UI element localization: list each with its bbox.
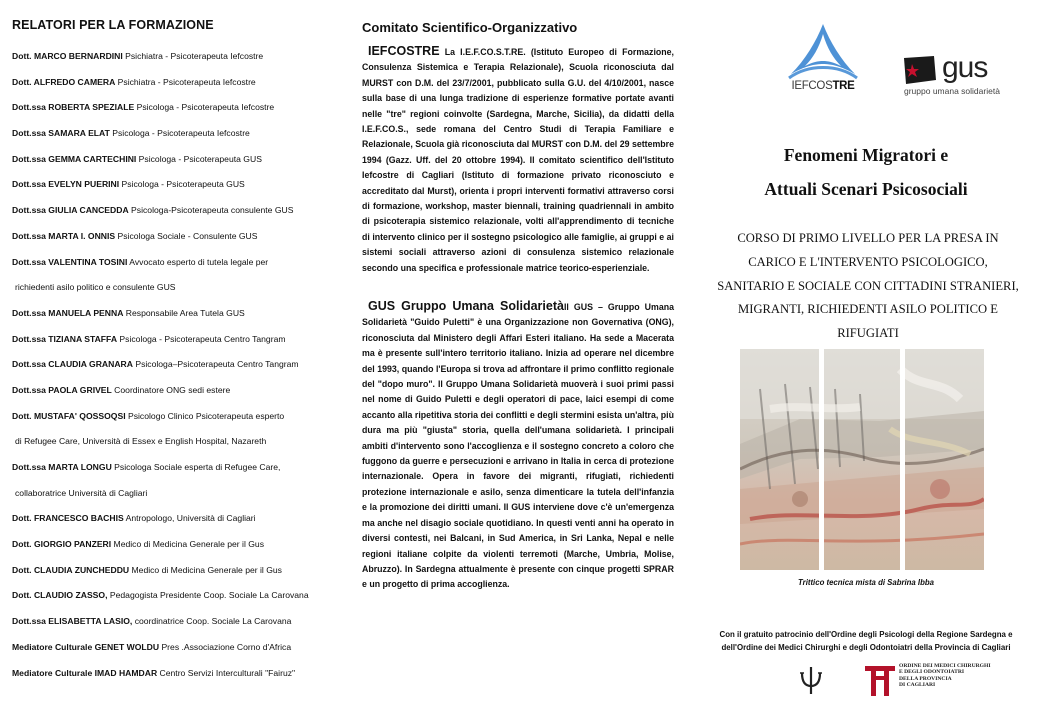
relatore-role: coordinatrice Coop. Sociale La Carovana xyxy=(132,616,292,627)
relatore-name: Mediatore Culturale IMAD HAMDAR xyxy=(12,667,158,678)
relatore-row xyxy=(12,462,334,488)
relatore-name: Dott.ssa MARTA LONGU xyxy=(12,462,112,472)
relatore-row xyxy=(12,154,334,180)
main-title-line-2: Attuali Scenari Psicosociali xyxy=(764,179,968,199)
relatore-role: Coordinatore ONG sedi estere xyxy=(111,384,231,395)
relatore-role: Pedagogista Presidente Coop. Sociale La Carovana xyxy=(107,590,309,601)
relatore-name: Dott. ALFREDO CAMERA xyxy=(12,76,116,87)
relatore-name: Dott. FRANCESCO BACHIS xyxy=(12,513,124,524)
triptych-painting-image xyxy=(740,349,984,570)
relatore-role: Psicologa - Psicoterapeuta GUS xyxy=(119,179,245,190)
iefcostre-paragraph xyxy=(362,44,674,276)
relatore-row xyxy=(12,590,334,616)
iefcostre-triangle-icon xyxy=(783,20,863,82)
relatore-role: Centro Servizi Interculturali "Fairuz" xyxy=(157,667,296,678)
ordine-psicologi-psi-icon xyxy=(797,665,825,695)
relatore-name: Dott. GIORGIO PANZERI xyxy=(12,539,112,550)
relatore-name: Dott. CLAUDIA ZUNCHEDDU xyxy=(12,564,130,575)
ordine-medici-emblem-icon xyxy=(863,662,897,698)
gus-lead: GUS Gruppo Umana Solidarietà xyxy=(368,299,564,313)
relatore-row xyxy=(12,616,334,642)
relatore-name: Dott. CLAUDIO ZASSO, xyxy=(12,590,108,601)
relatore-role: Psicologa Sociale - Consulente GUS xyxy=(115,230,258,241)
relatore-role: Psicologa - Psicoterapeuta Centro Tangram xyxy=(117,333,286,344)
relatore-role: Avvocato esperto di tutela legale per xyxy=(127,256,269,267)
patronage-line-2: dell'Ordine dei Medici Chirurghi e degli Odontoiatri della Provincia di Cagliari xyxy=(721,643,1011,652)
iefcostre-lead: IEFCOSTRE xyxy=(368,44,440,58)
relatore-role: Medico di Medicina Generale per il Gus xyxy=(129,564,282,575)
relatore-role: Psicologa - Psicoterapeuta Iefcostre xyxy=(134,102,275,113)
relatore-row xyxy=(12,513,334,539)
gus-paragraph xyxy=(362,299,674,593)
iefcostre-wordmark-prefix: IEFCOS xyxy=(791,80,833,92)
relatore-row xyxy=(12,411,334,437)
gus-tagline: gruppo umana solidarietà xyxy=(904,86,1000,96)
relatore-role: Responsabile Area Tutela GUS xyxy=(123,307,245,318)
relatore-role: Medico di Medicina Generale per il Gus xyxy=(111,539,265,550)
main-title xyxy=(695,138,1037,206)
relatore-row xyxy=(12,436,334,462)
relatore-name: Mediatore Culturale GENET WOLDU xyxy=(12,641,160,652)
main-title-line-1: Fenomeni Migratori e xyxy=(783,145,949,165)
relatore-row xyxy=(12,51,334,77)
relatore-row xyxy=(12,102,334,128)
relatore-name: Dott.ssa ROBERTA SPEZIALE xyxy=(12,102,135,113)
course-subtitle: CORSO DI PRIMO LIVELLO PER LA PRESA IN CARICO E L'INTERVENTO PSICOLOGICO, SANITARIO E SOCIALE CON CITTADINI STRANIERI, MIGRANTI, RICHIEDENTI ASILO POLITICO E RIFUGIATI xyxy=(717,231,1019,341)
relatore-role: Psicologa–Psicoterapeuta Centro Tangram xyxy=(132,359,299,370)
gus-logo xyxy=(900,52,1010,102)
relatore-row xyxy=(12,539,334,565)
relatore-role: Psicologa-Psicoterapeuta consulente GUS xyxy=(128,205,294,216)
relatore-row xyxy=(12,642,334,668)
relatore-role: di Refugee Care, Università di Essex e English Hospital, Nazareth xyxy=(15,436,267,447)
gus-text: Il GUS – Gruppo Umana Solidarietà "Guido Puletti" è una Organizzazione non Governativa (ONG), riconosciuta dal Ministero degli Affari Esteri italiano. Ha sede a Macerata ma è presente sull'intero territorio italiano. Inizia ad operare nel dicembre del 1993, quando l'Europa si trova ad affrontare il primo conflitto regionale del "dopo muro". Il Gruppo Umana Solidarietà muoverà i suoi primi passi nel nome di Guido Puletti e degli operatori di pace, laici esempi di come accanto alla ripetitiva storia dei conflitti e degli stermini esista un'altra, più dura ma più "giusta" storia, quella dell'umana solidarietà. I principali ambiti d'intervento sono l'accoglienza e il sostegno concreto a coloro che fuggono da guerre e persecuzioni e arrivano in Italia in cerca di protezione internazionale. Opera in favore dei migranti, rifugiati, richiedenti protezione internazionale e asilo, senza dimenticare la tutela dell'infanzia e la promozione dei diritti umani. Il GUS interviene dove c'è un'emergenza ma anche nel disagio sociale quotidiano. In questi venti anni ha operato in diversi contesti, nei Balcani, in Sud America, in Sri Lanka, Nepal e nelle regioni italiane colpite da violenti terremoti (Marche, Umbria, Molise, Abruzzo). In Sardegna attualmente è presente con cinque progetti SPRAR e un progetto di prima accoglienza. xyxy=(362,302,674,590)
ordine-medici-text-line-4: DI CAGLIARI xyxy=(899,682,936,689)
relatore-row xyxy=(12,77,334,103)
relatore-role: richiedenti asilo politico e consulente GUS xyxy=(15,282,176,293)
relatore-row xyxy=(12,308,334,334)
relatore-name: Dott.ssa VALENTINA TOSINI xyxy=(12,256,128,267)
iefcostre-wordmark-suffix: TRE xyxy=(832,80,855,92)
comitato-title: Comitato Scientifico-Organizzativo xyxy=(362,20,578,35)
relatore-role: collaboratrice Università di Cagliari xyxy=(15,487,148,498)
relatore-row xyxy=(12,488,334,514)
relatore-role: Psicologa Sociale esperta di Refugee Care, xyxy=(111,462,281,472)
relatori-list xyxy=(12,51,334,693)
relatore-name: Dott.ssa GIULIA CANCEDDA xyxy=(12,205,129,216)
relatore-name: Dott.ssa EVELYN PUERINI xyxy=(12,179,120,190)
ordine-medici-text-line-2: E DEGLI ODONTOIATRI xyxy=(899,669,965,676)
patronage-text xyxy=(695,628,1037,654)
gus-flag-icon xyxy=(900,54,940,86)
ordine-medici-logo xyxy=(863,662,991,700)
relatore-role: Psichiatra - Psicoterapeuta Iefcostre xyxy=(122,51,264,61)
iefcostre-wordmark xyxy=(783,80,863,92)
relatore-name: Dott.ssa PAOLA GRIVEL xyxy=(12,384,112,395)
relatore-name: Dott.ssa MARTA I. ONNIS xyxy=(12,230,116,241)
relatore-name: Dott. MARCO BERNARDINI xyxy=(12,51,123,61)
relatore-name: Dott. MUSTAFA' QOSSOQSI xyxy=(12,410,126,421)
gus-wordmark: gus xyxy=(942,51,988,84)
relatore-name: Dott.ssa GEMMA CARTECHINI xyxy=(12,153,137,164)
relatore-role: Psicologo Clinico Psicoterapeuta esperto xyxy=(125,410,285,421)
relatore-row xyxy=(12,565,334,591)
relatore-role: Antropologo, Università di Cagliari xyxy=(123,513,256,524)
relatore-role: Psichiatra - Psicoterapeuta Iefcostre xyxy=(115,76,256,87)
relatori-title: RELATORI PER LA FORMAZIONE xyxy=(12,18,214,32)
relatore-row xyxy=(12,128,334,154)
relatore-name: Dott.ssa SAMARA ELAT xyxy=(12,128,110,139)
iefcostre-text: La I.E.F.CO.S.T.RE. (Istituto Europeo di Formazione, Consulenza Sistemica e Terapia Relazionale), Scuola riconosciuta dal MURST con D.M. del 23/7/2001, pubblicato sulla G.U. del 4/10/2001, nasce sulla base di una lunga tradizione di esperienze formative portate avanti nelle "tre" regioni coinvolte (Sardegna, Marche, Sicilia), da didatti della I.E.F.CO.S., sede romana del Centro Studi di Terapia Familiare e Relazionale, Scuola già riconosciuta dal MURST con D.M. del 29 settembre 1994 (Gazz. Uff. del 20 ottobre 1994). Il comitato scientifico dell'Istituto Iefcostre di Cagliari (Istituto di formazione privato riconosciuto e accreditato dal Murst), orienta i propri interventi formativi attraverso corsi di formazione, workshop, master biennali, training quadriennali in ambito di psicoterapia sistemico relazionale, volti all'apprendimento di tecniche di intervento clinico per il sostegno psicologico alle famiglie, ai gruppi e ai sistemi sociali attraverso azioni di consulenza sistemico relazionale secondo una specifica e professionale matrice teorico-esperienziale. xyxy=(362,47,674,273)
painting-caption: Trittico tecnica mista di Sabrina Ibba xyxy=(798,578,934,587)
relatore-row xyxy=(12,205,334,231)
relatore-row xyxy=(12,282,334,308)
relatore-row xyxy=(12,231,334,257)
relatore-name: Dott.ssa ELISABETTA LASIO, xyxy=(12,616,133,627)
relatore-row xyxy=(12,179,334,205)
iefcostre-logo xyxy=(783,20,863,98)
relatore-row xyxy=(12,359,334,385)
relatore-row xyxy=(12,334,334,360)
relatore-role: Psicologa - Psicoterapeuta GUS xyxy=(136,153,262,164)
relatore-row xyxy=(12,385,334,411)
relatore-role: Psicologa - Psicoterapeuta Iefcostre xyxy=(109,128,250,139)
relatore-row xyxy=(12,257,334,283)
relatore-role: Pres .Associazione Corno d'Africa xyxy=(159,641,292,652)
ordine-medici-text-line-1: ORDINE DEI MEDICI CHIRURGHI xyxy=(899,663,991,669)
ordine-medici-text xyxy=(899,663,991,689)
relatore-name: Dott.ssa TIZIANA STAFFA xyxy=(12,333,118,344)
relatore-row xyxy=(12,668,334,694)
relatore-name: Dott.ssa MANUELA PENNA xyxy=(12,307,124,318)
ordine-medici-text-line-3: DELLA PROVINCIA xyxy=(899,675,952,682)
relatore-name: Dott.ssa CLAUDIA GRANARA xyxy=(12,359,133,370)
patronage-line-1: Con il gratuito patrocinio dell'Ordine degli Psicologi della Regione Sardegna e xyxy=(719,630,1013,639)
